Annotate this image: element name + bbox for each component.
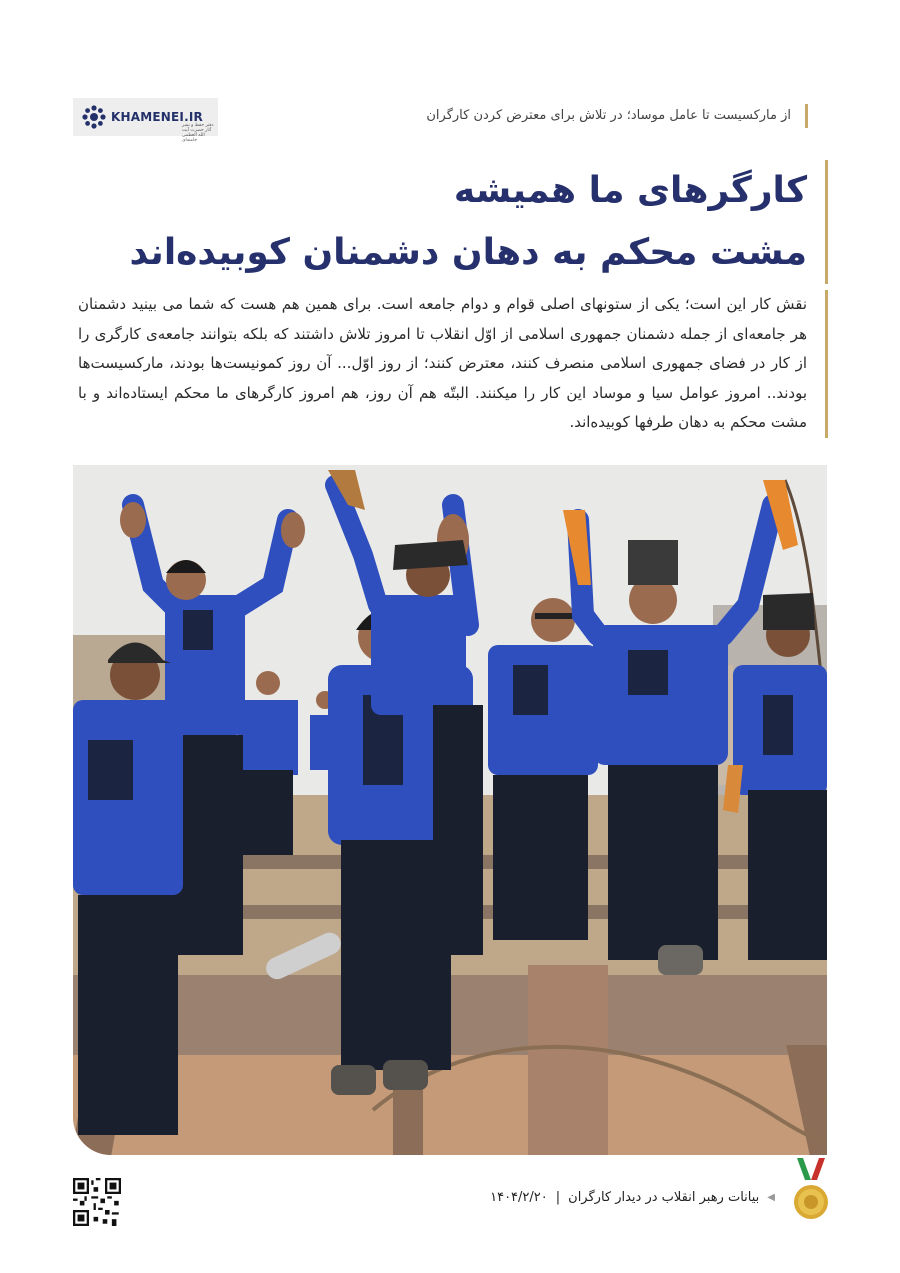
logo-subtext: دفتر حفظ و نشر آثار حضرت آیت الله العظمی خامنه‌ای xyxy=(182,123,214,143)
workers-photo xyxy=(73,465,827,1155)
khamenei-logo-icon xyxy=(81,104,107,130)
source-footer xyxy=(490,1190,775,1205)
footer-source: بیانات رهبر انقلاب در دیدار کارگران xyxy=(568,1190,760,1205)
headline xyxy=(107,160,828,284)
headline-line-2: مشت محکم به دهان دشمنان کوبیده‌اند xyxy=(129,232,807,273)
footer-date: ۱۴۰۴/۲/۲۰ xyxy=(490,1190,548,1205)
quote-text: نقش کار این است؛ یکی از ستونهای اصلی قوام و دوام جامعه است. برای همین هم هست که شما می بینید دشمنان هر جامعه‌ای از جمله دشمنان جمهوری اسلامی از اوّل انقلاب تا امروز تلاش داشتند که بلکه بتوانند جامعه‌ی کارگری را از کار در فضای جمهوری اسلامی منصرف کنند، معترض کنند؛ از روز اوّل... آن روز کمونیست‌ها بودند، مارکسیست‌ها بودند.. امروز عوامل سیا و موساد این کار را میکنند. البتّه هم آن روز، هم امروز کارگرهای ما محکم ایستاده‌اند و با مشت محکم به دهان طرفها کوبیده‌اند. xyxy=(78,295,807,431)
site-logo[interactable] xyxy=(73,98,218,143)
kicker-text: از مارکسیست تا عامل موساد؛ در تلاش برای معترض کردن کارگران xyxy=(426,104,808,128)
headline-line-1: کارگرهای ما همیشه xyxy=(453,170,807,211)
quote-block xyxy=(78,290,828,438)
logo-text: KHAMENEI.IR xyxy=(111,110,203,124)
qr-code-icon[interactable] xyxy=(73,1178,121,1226)
workers-photo-illustration xyxy=(73,465,827,1155)
footer-separator: | xyxy=(555,1190,561,1205)
triangle-left-icon: ◀ xyxy=(767,1192,775,1203)
gold-medal-icon xyxy=(793,1158,829,1226)
